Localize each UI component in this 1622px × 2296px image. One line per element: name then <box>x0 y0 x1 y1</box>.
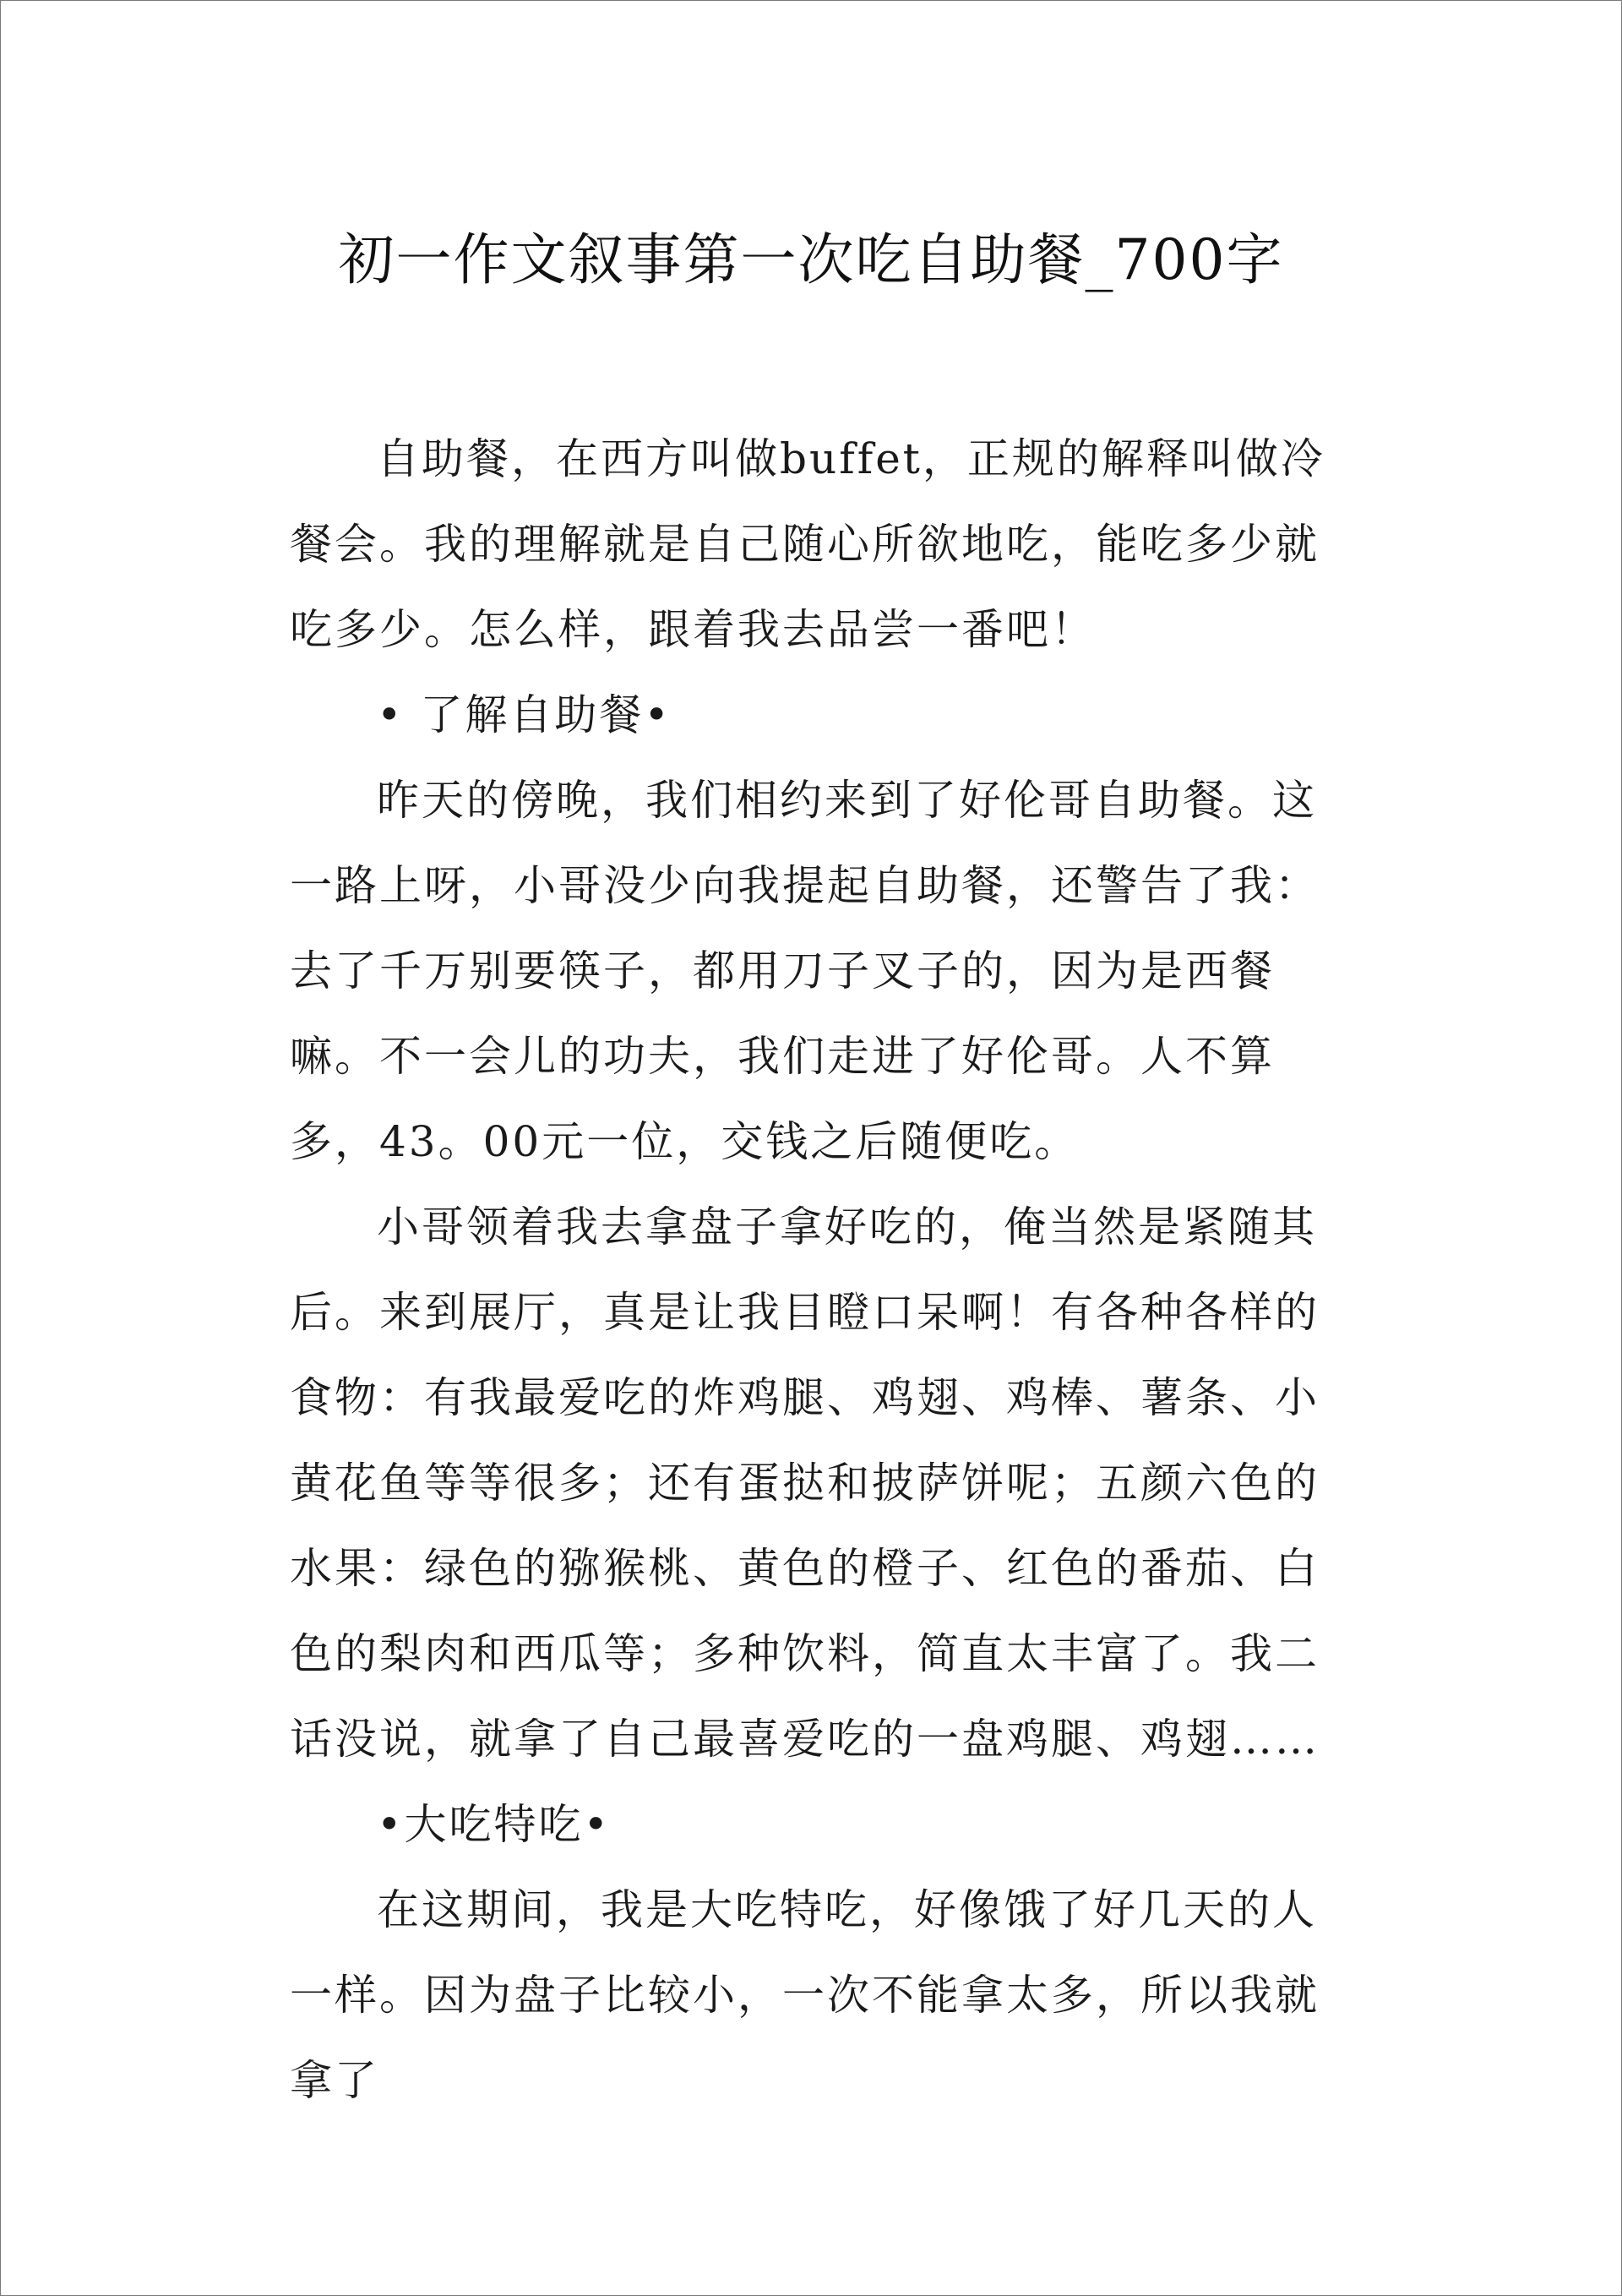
paragraph-food-hall: 小哥领着我去拿盘子拿好吃的，俺当然是紧随其后。来到展厅，真是让我目瞪口呆啊！有各种各样的食物：有我最爱吃的炸鸡腿、鸡翅、鸡棒、薯条、小黄花鱼等等很多；还有蛋挞和披萨饼呢；五颜六色的水果：绿色的猕猴桃、黄色的橙子、红色的番茄、白色的梨肉和西瓜等；多种饮料，简直太丰富了。我二话没说，就拿了自己最喜爱吃的一盘鸡腿、鸡翅…… <box>290 1203 1320 1764</box>
paragraph-intro: 自助餐，在西方叫做buffet，正规的解释叫做冷餐会。我的理解就是自己随心所欲地吃，能吃多少就吃多少。怎么样，跟着我去品尝一番吧！ <box>290 434 1325 654</box>
section-heading-learn-buffet: • 了解自助餐• <box>377 690 672 739</box>
paragraph-arrival: 昨天的傍晚，我们相约来到了好伦哥自助餐。这一路上呀，小哥没少向我提起自助餐，还警告了我：去了千万别要筷子，都用刀子叉子的，因为是西餐嘛。不一会儿的功夫，我们走进了好伦哥。人不算多，43。00元一位，交钱之后随便吃。 <box>290 776 1320 1166</box>
paragraph-eating: 在这期间，我是大吃特吃，好像饿了好几天的人一样。因为盘子比较小，一次不能拿太多，所以我就拿了 <box>290 1885 1320 2105</box>
document-title: 初一作文叙事第一次吃自助餐_700字 <box>338 227 1284 292</box>
section-heading-eat-heartily: •大吃特吃• <box>377 1800 611 1849</box>
document-body <box>290 417 1353 2124</box>
